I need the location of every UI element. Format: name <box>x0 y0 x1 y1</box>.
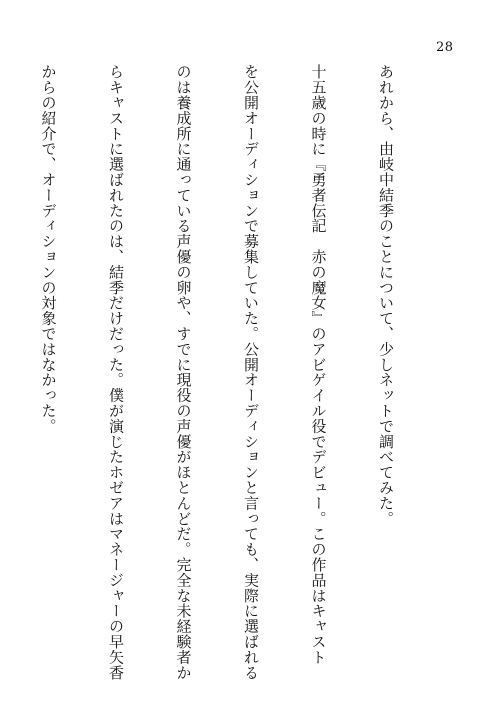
text-line: からの紹介で、オーディションの対象ではなかった。 <box>39 64 58 434</box>
text-line: 十五歳の時に『勇者伝記 赤の魔女』のアビゲイル役でデビュー。この作品はキャスト <box>309 64 328 665</box>
body-text <box>0 64 442 680</box>
text-line: あれから、由岐中結季のことについて、少しネットで調べてみた。 <box>377 64 395 526</box>
text-line: を公開オーディションで募集していた。公開オーディションと言っても、実際に選ばれる <box>242 64 260 680</box>
page-number: 28 <box>436 40 454 55</box>
text-line: らキャストに選ばれたのは、結季だけだった。僕が演じたホゼアはマネージャーの早矢香 <box>107 64 125 680</box>
text-line: のは養成所に通っている声優の卵や、すでに現役の声優がほとんどだ。完全な未経験者か <box>174 64 193 680</box>
